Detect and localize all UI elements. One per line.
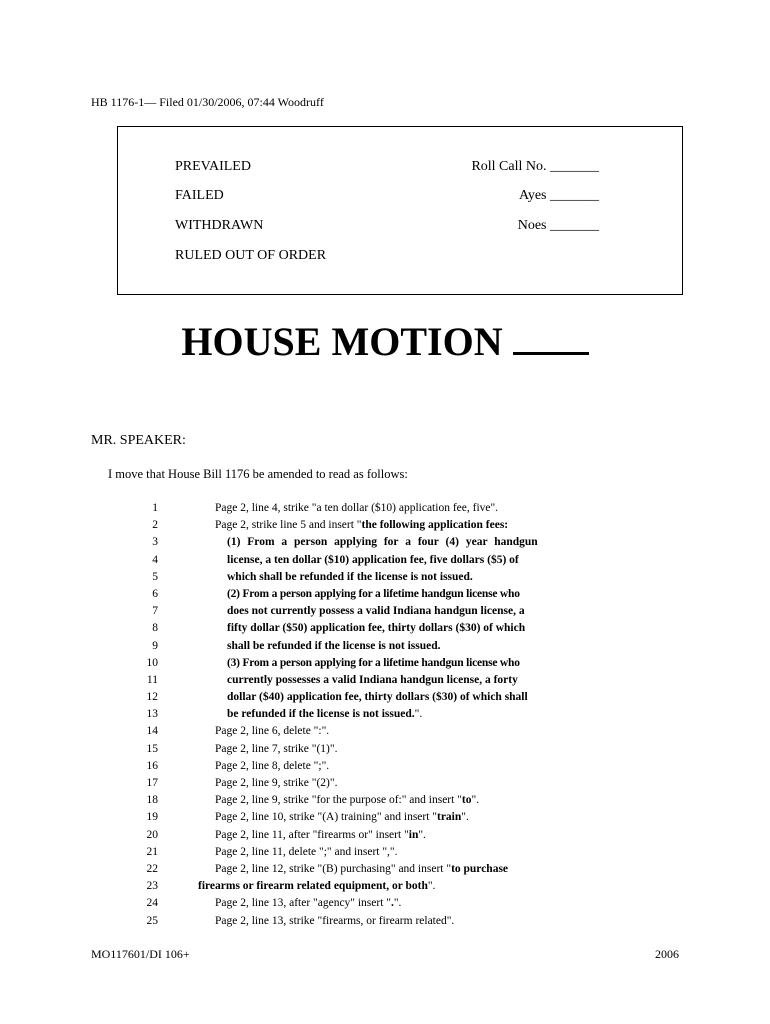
line-text: which shall be refunded if the license is not issued. xyxy=(227,570,473,583)
status-prevailed: PREVAILED xyxy=(175,159,251,174)
line-text: Page 2, line 13, after "agency" insert ".". xyxy=(215,897,402,910)
line-text: Page 2, line 12, strike "(B) purchasing" and insert "to purchase xyxy=(215,862,509,875)
line-number: 17 xyxy=(146,777,158,789)
amendment-line xyxy=(0,706,770,723)
line-number: 3 xyxy=(152,536,158,549)
line-number: 23 xyxy=(146,880,158,893)
line-number: 10 xyxy=(146,656,158,669)
motion-number-blank xyxy=(513,322,589,355)
line-number: 13 xyxy=(146,708,158,721)
line-text: (2) From a person applying for a lifetime handgun license who xyxy=(227,587,520,600)
amendment-line xyxy=(0,758,770,775)
line-number: 21 xyxy=(146,845,158,858)
amendment-line xyxy=(0,913,770,930)
amendment-line xyxy=(0,638,770,655)
motion-intro: I move that House Bill 1176 be amended to read as follows: xyxy=(108,467,408,481)
document-id: MO117601/DI 106+ xyxy=(91,947,190,961)
line-number: 8 xyxy=(152,622,158,635)
amendment-line xyxy=(0,723,770,740)
line-number: 22 xyxy=(146,862,158,875)
line-number: 25 xyxy=(146,914,158,927)
amendment-line xyxy=(0,689,770,706)
amendment-line xyxy=(0,775,770,792)
amendment-lines xyxy=(0,500,770,930)
line-number: 12 xyxy=(146,691,158,704)
line-number: 18 xyxy=(146,794,158,807)
status-withdrawn: WITHDRAWN xyxy=(175,218,264,233)
line-text: Page 2, line 11, delete ";" and insert ",". xyxy=(215,845,398,858)
line-number: 2 xyxy=(152,519,158,532)
amendment-line xyxy=(0,569,770,586)
line-number: 20 xyxy=(146,828,158,841)
line-number: 9 xyxy=(152,639,158,652)
salutation: MR. SPEAKER: xyxy=(91,433,186,448)
amendment-line xyxy=(0,603,770,620)
line-text: Page 2, line 4, strike "a ten dollar ($10) application fee, five". xyxy=(215,502,499,514)
amendment-line xyxy=(0,517,770,534)
line-text: Page 2, line 9, strike "for the purpose of:" and insert "to". xyxy=(215,794,480,807)
line-text: license, a ten dollar ($10) application fee, five dollars ($5) of xyxy=(227,553,519,566)
line-text: Page 2, line 7, strike "(1)". xyxy=(215,742,338,755)
line-text: Page 2, line 11, after "firearms or" insert "in". xyxy=(215,828,426,841)
line-number: 7 xyxy=(152,605,158,618)
line-number: 14 xyxy=(146,725,158,738)
line-text: currently possesses a valid Indiana handgun license, a forty xyxy=(227,673,518,686)
amendment-line xyxy=(0,827,770,844)
line-text: firearms or firearm related equipment, or both". xyxy=(198,880,436,893)
noes-count: Noes _______ xyxy=(517,218,599,233)
line-text: be refunded if the license is not issued.". xyxy=(227,708,423,721)
motion-title xyxy=(0,318,770,365)
line-text: (1) From a person applying for a four (4) year handgun xyxy=(227,536,538,549)
status-failed: FAILED xyxy=(175,188,224,203)
amendment-line xyxy=(0,809,770,826)
line-text: Page 2, line 13, strike "firearms, or firearm related". xyxy=(215,914,455,927)
document-year: 2006 xyxy=(655,947,679,961)
vote-status-box xyxy=(117,126,683,295)
line-text: Page 2, strike line 5 and insert "the following application fees: xyxy=(215,519,509,532)
amendment-line xyxy=(0,552,770,569)
roll-call-number: Roll Call No. _______ xyxy=(471,159,599,174)
amendment-line xyxy=(0,672,770,689)
line-number: 5 xyxy=(152,570,158,583)
amendment-line xyxy=(0,620,770,637)
line-text: fifty dollar ($50) application fee, thirty dollars ($30) of which xyxy=(227,622,526,635)
line-number: 11 xyxy=(146,673,158,686)
line-text: shall be refunded if the license is not issued. xyxy=(227,639,441,652)
filing-header: HB 1176-1— Filed 01/30/2006, 07:44 Woodruff xyxy=(91,95,324,109)
line-text: Page 2, line 8, delete ";". xyxy=(215,759,330,772)
amendment-line xyxy=(0,878,770,895)
amendment-line xyxy=(0,534,770,551)
amendment-line xyxy=(0,655,770,672)
line-number: 19 xyxy=(146,811,158,824)
line-text: (3) From a person applying for a lifetime handgun license who xyxy=(227,656,520,669)
amendment-line xyxy=(0,500,770,517)
amendment-line xyxy=(0,741,770,758)
line-number: 6 xyxy=(152,587,158,600)
line-number: 4 xyxy=(152,553,158,566)
amendment-line xyxy=(0,895,770,912)
amendment-line xyxy=(0,586,770,603)
amendment-line xyxy=(0,861,770,878)
line-text: Page 2, line 6, delete ":". xyxy=(215,725,330,738)
amendment-line xyxy=(0,792,770,809)
line-text: Page 2, line 10, strike "(A) training" and insert "train". xyxy=(215,811,469,824)
amendment-line xyxy=(0,844,770,861)
motion-title-text: HOUSE MOTION xyxy=(181,319,503,364)
line-number: 24 xyxy=(146,897,158,910)
line-number: 1 xyxy=(152,502,158,514)
line-number: 16 xyxy=(146,759,158,772)
line-text: Page 2, line 9, strike "(2)". xyxy=(215,777,338,789)
line-text: does not currently possess a valid Indiana handgun license, a xyxy=(227,605,525,618)
line-text: dollar ($40) application fee, thirty dollars ($30) of which shall xyxy=(227,691,528,704)
line-number: 15 xyxy=(146,742,158,755)
status-ruled-out: RULED OUT OF ORDER xyxy=(175,248,327,263)
ayes-count: Ayes _______ xyxy=(519,188,599,203)
